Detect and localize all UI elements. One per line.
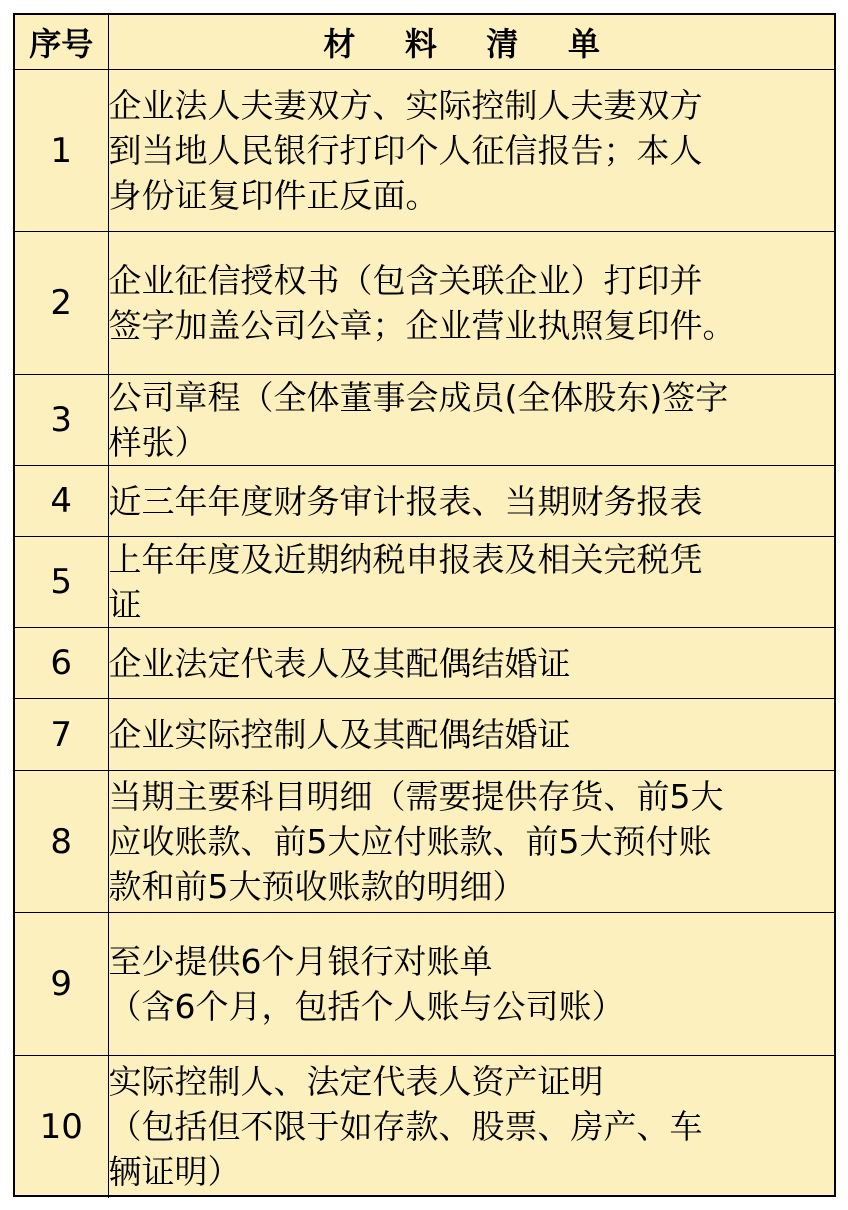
row-number: 3	[15, 375, 108, 466]
materials-list-sheet	[13, 13, 836, 1197]
row-text-line: 企业法定代表人及其配偶结婚证	[108, 643, 571, 683]
row-text-line: 当期主要科目明细（需要提供存货、前5大	[108, 777, 724, 816]
table-row	[15, 628, 834, 699]
table-row	[15, 699, 834, 771]
row-text-line: 样张）	[108, 423, 208, 462]
row-text	[108, 232, 834, 375]
table-row	[15, 913, 834, 1056]
row-text	[108, 375, 834, 466]
row-text-line: 近三年年度财务审计报表、当期财务报表	[108, 481, 703, 521]
row-text-line: 企业法人夫妻双方、实际控制人夫妻双方	[108, 86, 703, 125]
table-row	[15, 1056, 834, 1198]
row-number: 8	[15, 771, 108, 913]
row-text-line: 应收账款、前5大应付账款、前5大预付账	[108, 822, 712, 861]
row-text-line: 证	[108, 585, 142, 624]
row-text	[108, 466, 834, 537]
row-number: 4	[15, 466, 108, 537]
row-number: 2	[15, 232, 108, 375]
row-text-line: （包括但不限于如存款、股票、房产、车	[108, 1107, 703, 1147]
row-text-line: 签字加盖公司公章；企业营业执照复印件。	[108, 306, 736, 345]
header-row	[15, 15, 834, 70]
row-text	[108, 70, 834, 232]
table-row	[15, 70, 834, 232]
row-text-line: （含6个月，包括个人账与公司账）	[108, 987, 625, 1026]
row-text	[108, 913, 834, 1056]
table-row	[15, 375, 834, 466]
table-row	[15, 771, 834, 913]
row-text	[108, 628, 834, 699]
row-text-line: 公司章程（全体董事会成员(全体股东)签字	[108, 378, 729, 417]
row-number: 10	[15, 1056, 108, 1198]
row-text-line: 辆证明）	[108, 1152, 241, 1192]
row-text-line: 企业实际控制人及其配偶结婚证	[108, 715, 571, 754]
row-text-line: 身份证复印件正反面。	[108, 176, 439, 215]
header-title: 材 料 清 单	[108, 15, 834, 70]
row-text-line: 到当地人民银行打印个人征信报告；本人	[108, 131, 703, 170]
row-number: 1	[15, 70, 108, 232]
table-row	[15, 537, 834, 628]
row-number: 7	[15, 699, 108, 771]
header-no: 序号	[15, 15, 108, 70]
row-number: 5	[15, 537, 108, 628]
row-text-line: 企业征信授权书（包含关联企业）打印并	[108, 261, 703, 300]
row-text-line: 实际控制人、法定代表人资产证明	[108, 1062, 604, 1102]
row-text	[108, 537, 834, 628]
row-text-line: 至少提供6个月银行对账单	[108, 942, 493, 981]
row-number: 9	[15, 913, 108, 1056]
row-text-line: 款和前5大预收账款的明细）	[108, 867, 526, 906]
materials-table	[15, 15, 834, 1198]
table-row	[15, 232, 834, 375]
table-row	[15, 466, 834, 537]
row-text	[108, 699, 834, 771]
row-text-line: 上年年度及近期纳税申报表及相关完税凭	[108, 540, 703, 579]
row-number: 6	[15, 628, 108, 699]
row-text	[108, 1056, 834, 1198]
row-text	[108, 771, 834, 913]
